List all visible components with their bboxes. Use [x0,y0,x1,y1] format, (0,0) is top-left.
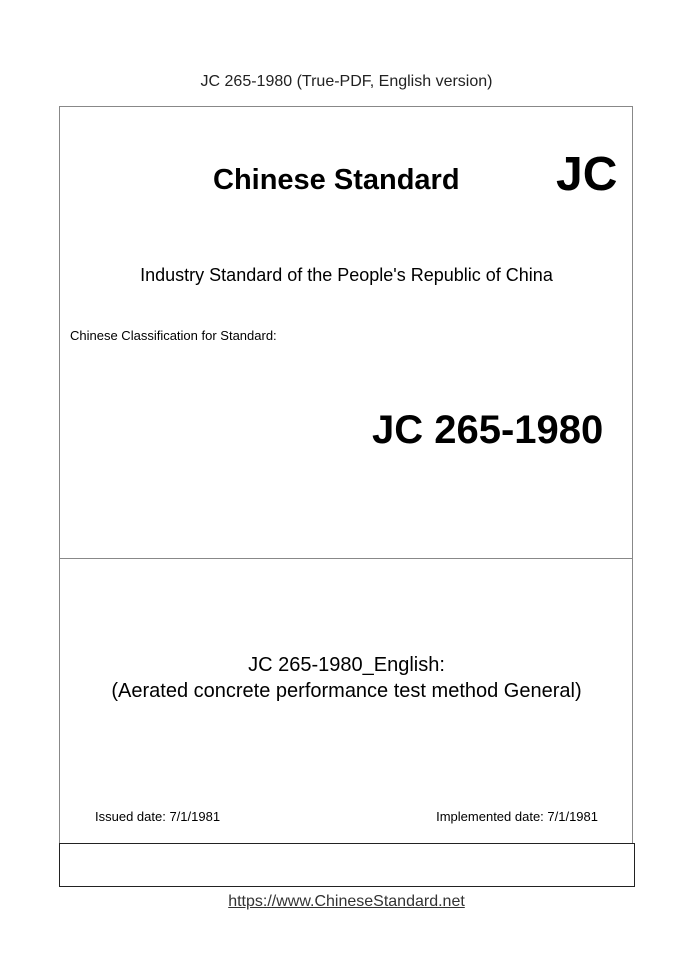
page-header: JC 265-1980 (True-PDF, English version) [200,73,493,90]
standard-subtitle: Industry Standard of the People's Republic of China [140,265,553,285]
footer [0,892,693,912]
standard-title: Chinese Standard [213,164,460,196]
website-link[interactable]: https://www.ChineseStandard.net [228,893,465,910]
implemented-date: Implemented date: 7/1/1981 [436,809,598,824]
document-number: JC 265-1980 [372,408,604,452]
standard-code: JC [556,148,618,201]
classification-label: Chinese Classification for Standard: [70,328,277,343]
cover-bottom-box [59,843,635,887]
english-title-line1: JC 265-1980_English: [248,654,445,676]
english-title-line2: (Aerated concrete performance test method General) [111,680,582,702]
issued-date: Issued date: 7/1/1981 [95,809,221,824]
